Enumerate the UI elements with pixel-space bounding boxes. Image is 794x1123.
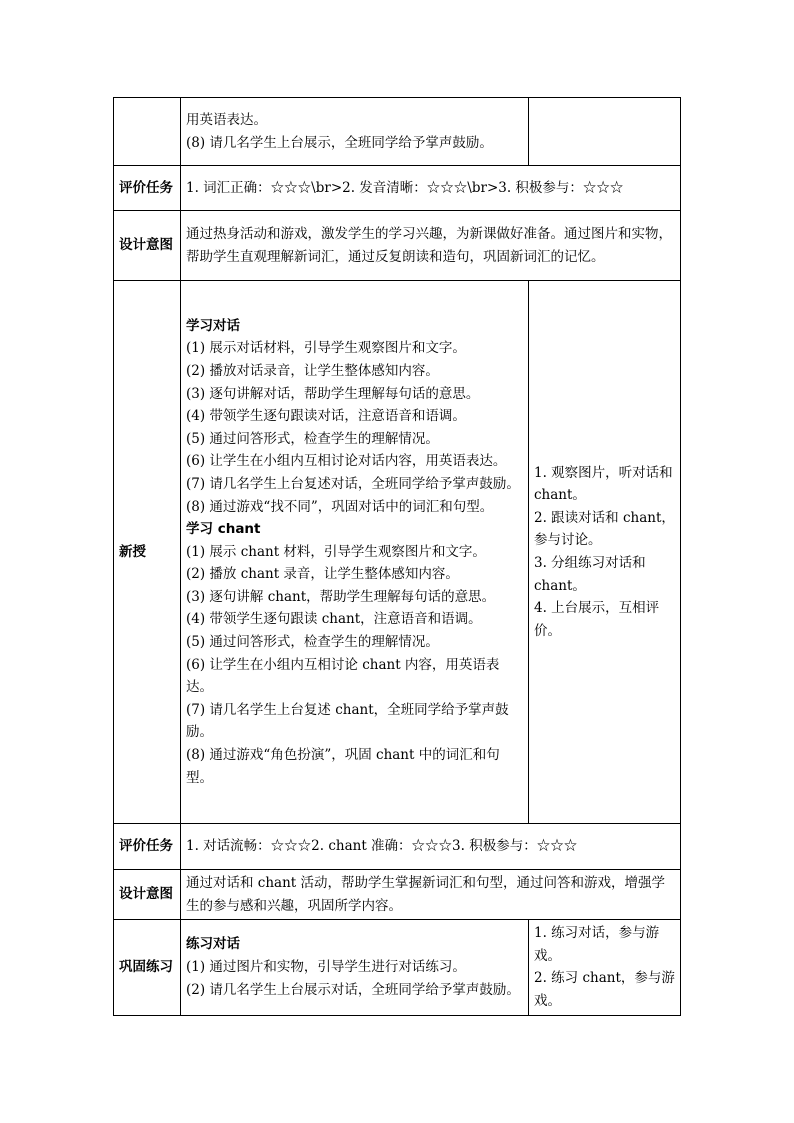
row-eval-1 [114,166,681,211]
dialog-step: (8) 通过游戏“找不同”，巩固对话中的词汇和句型。 [186,498,494,515]
row-design-2 [114,870,681,920]
row-new-lesson [114,281,681,824]
chant-step: (4) 带领学生逐句跟读 chant，注意语音和语调。 [186,611,482,628]
student-activity: 2. 练习 chant，参与游戏。 [534,970,675,1009]
chant-step: (2) 播放 chant 录音，让学生整体感知内容。 [186,566,459,583]
dialog-step: (6) 让学生在小组内互相讨论对话内容，用英语表达。 [186,453,507,470]
student-activity: 3. 分组练习对话和 chant。 [534,555,646,594]
new-lesson-student-activity [529,281,681,824]
new-lesson-label: 新授 [114,281,181,824]
section-heading-practice: 练习对话 [186,936,240,953]
practice-step: (1) 通过图片和实物，引导学生进行对话练习。 [186,959,466,976]
dialog-step: (1) 展示对话材料，引导学生观察图片和文字。 [186,340,466,357]
row-intro-label [114,98,181,166]
section-heading-chant: 学习 chant [186,521,261,538]
row-eval-2 [114,824,681,870]
dialog-step: (3) 逐句讲解对话，帮助学生理解每句话的意思。 [186,385,480,402]
content-line: 用英语表达。 [186,111,267,128]
row-intro-continued [114,98,681,166]
student-activity: 1. 练习对话，参与游戏。 [534,925,660,964]
practice-step: (2) 请几名学生上台展示对话，全班同学给予掌声鼓励。 [186,981,520,998]
practice-content [181,920,529,1015]
chant-step: (1) 展示 chant 材料，引导学生观察图片和文字。 [186,543,486,560]
row-intro-content [181,98,529,166]
lesson-plan-table [113,97,681,1016]
chant-step: (7) 请几名学生上台复述 chant，全班同学给予掌声鼓励。 [186,701,509,741]
student-activity: 4. 上台展示，互相评价。 [534,600,660,639]
student-activity: 1. 观察图片，听对话和 chant。 [534,464,673,504]
chant-step: (5) 通过问答形式，检查学生的理解情况。 [186,634,439,651]
practice-label: 巩固练习 [114,920,181,1015]
eval-task-content: 1. 对话流畅：☆☆☆2. chant 准确：☆☆☆3. 积极参与：☆☆☆ [181,824,681,870]
chant-step: (6) 让学生在小组内互相讨论 chant 内容，用英语表达。 [186,656,500,696]
practice-student-activity [529,920,681,1015]
new-lesson-content [181,281,529,824]
design-intent-label: 设计意图 [114,211,181,281]
design-intent-content: 通过对话和 chant 活动，帮助学生掌握新词汇和句型，通过问答和游戏，增强学生的参与感和兴趣，巩固所学内容。 [181,870,681,920]
section-heading-dialog: 学习对话 [186,317,240,334]
row-practice [114,920,681,1015]
content-line: (8) 请几名学生上台展示，全班同学给予掌声鼓励。 [186,134,493,151]
dialog-step: (2) 播放对话录音，让学生整体感知内容。 [186,362,439,379]
row-intro-side [529,98,681,166]
dialog-step: (7) 请几名学生上台复述对话，全班同学给予掌声鼓励。 [186,475,520,492]
design-intent-label: 设计意图 [114,870,181,920]
row-design-1 [114,211,681,281]
eval-task-label: 评价任务 [114,166,181,211]
dialog-step: (4) 带领学生逐句跟读对话，注意语音和语调。 [186,408,466,425]
eval-task-label: 评价任务 [114,824,181,870]
chant-step: (8) 通过游戏“角色扮演”，巩固 chant 中的词汇和句型。 [186,747,500,786]
eval-task-content: 1. 词汇正确：☆☆☆\br>2. 发音清晰：☆☆☆\br>3. 积极参与：☆☆☆ [181,166,681,211]
design-intent-content: 通过热身活动和游戏，激发学生的学习兴趣，为新课做好准备。通过图片和实物，帮助学生直观理解新词汇，通过反复朗读和造句，巩固新词汇的记忆。 [181,211,681,281]
dialog-step: (5) 通过问答形式，检查学生的理解情况。 [186,430,439,447]
chant-step: (3) 逐句讲解 chant，帮助学生理解每句话的意思。 [186,588,496,605]
student-activity: 2. 跟读对话和 chant，参与讨论。 [534,509,675,549]
